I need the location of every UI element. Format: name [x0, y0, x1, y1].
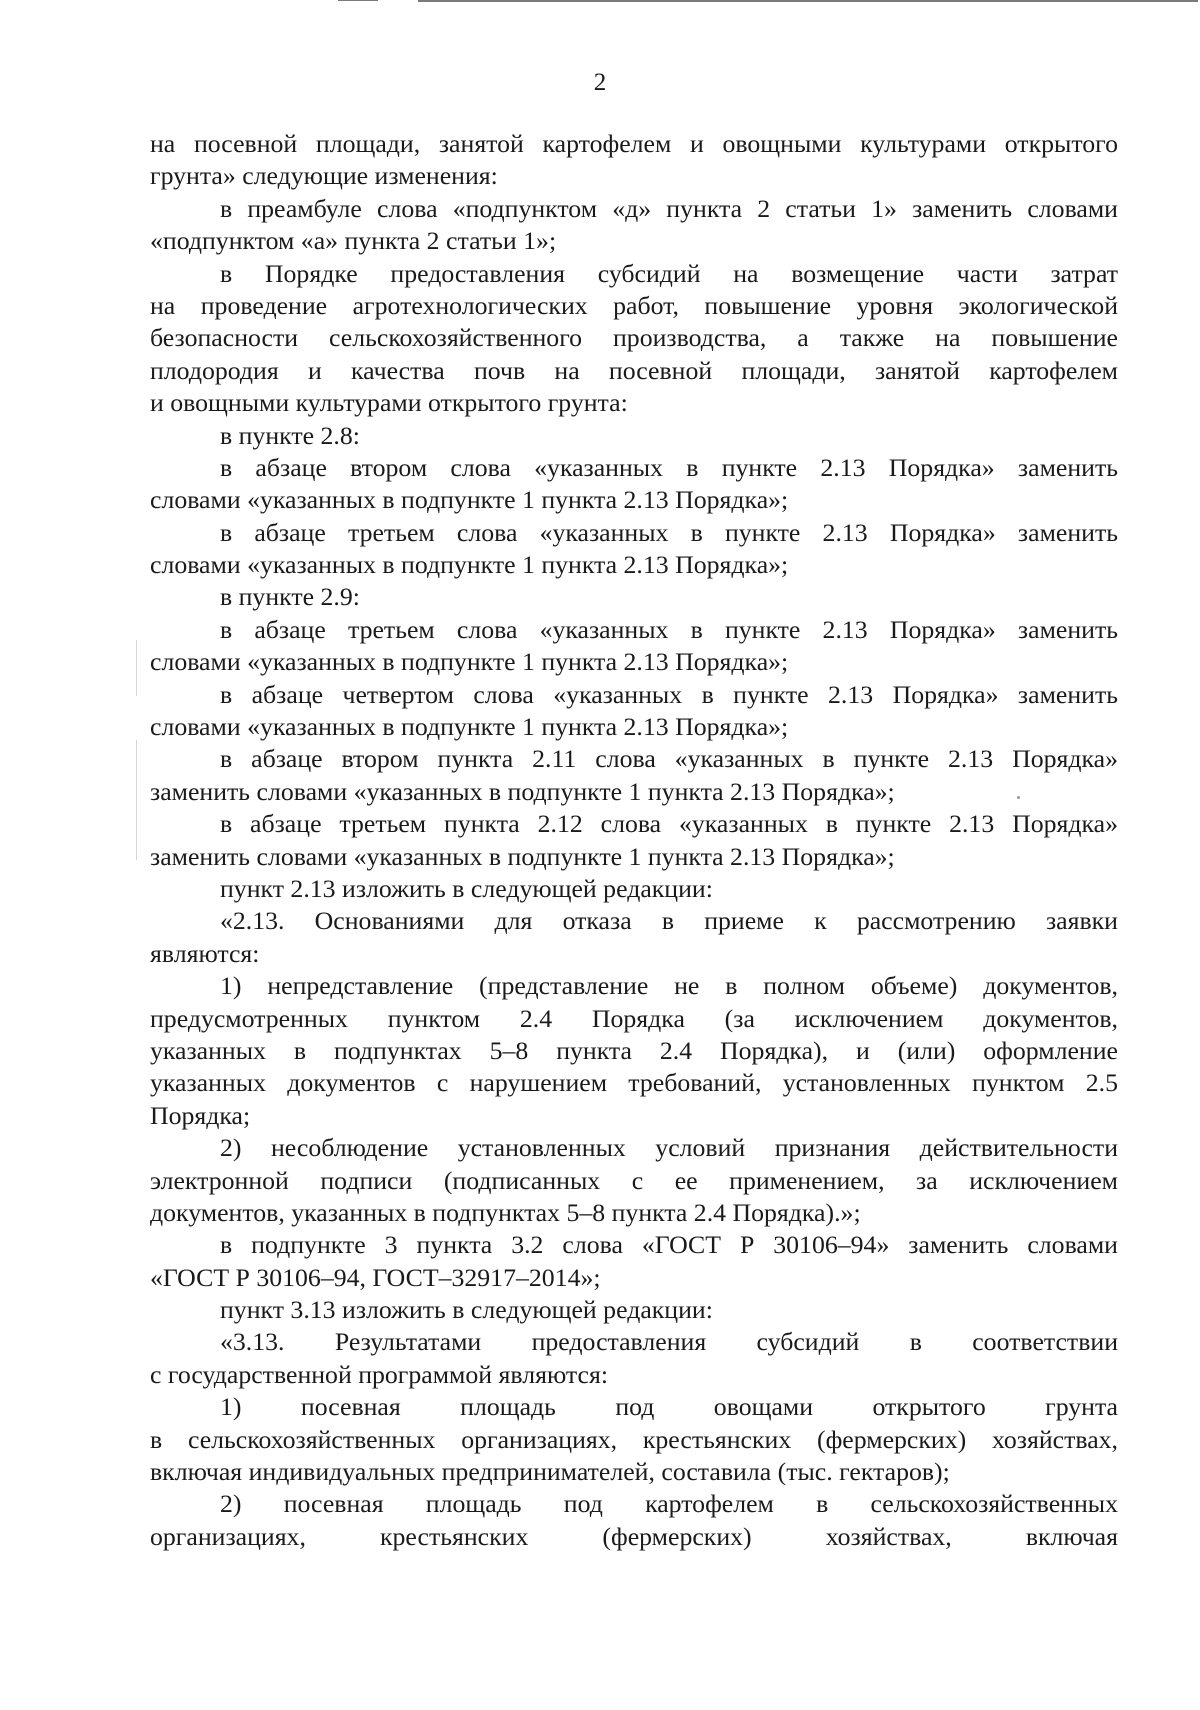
text-line: в Порядке предоставления субсидий на возмещение части затрат	[220, 258, 1118, 288]
text-line: в абзаце втором пункта 2.11 слова «указанных в пункте 2.13 Порядка»	[220, 744, 1118, 774]
text-line: «подпунктом «а» пункта 2 статьи 1»;	[150, 226, 557, 256]
text-line: Порядка;	[150, 1100, 251, 1130]
text-line: организациях, крестьянских (фермерских) хозяйствах, включая	[150, 1521, 1118, 1551]
text-line: на посевной площади, занятой картофелем и овощными культурами открытого	[150, 129, 1118, 158]
scan-speck	[1017, 796, 1020, 799]
text-line: на проведение агротехнологических работ, повышение уровня экологической	[150, 290, 1118, 320]
text-line: являются:	[150, 938, 260, 968]
text-line: грунта» следующие изменения:	[150, 161, 498, 191]
text-line: 1) посевная площадь под овощами открытого грунта	[220, 1392, 1118, 1422]
text-line: с государственной программой являются:	[150, 1359, 608, 1389]
text-line: «2.13. Основаниями для отказа в приеме к рассмотрению заявки	[220, 906, 1118, 936]
document-body	[150, 128, 1118, 1553]
text-line: «3.13. Результатами предоставления субсидий в соответствии	[220, 1327, 1118, 1357]
text-line: в абзаце втором слова «указанных в пункте 2.13 Порядка» заменить	[220, 452, 1118, 482]
text-line: в преамбуле слова «подпунктом «д» пункта 2 статьи 1» заменить словами	[220, 193, 1118, 223]
scan-margin-mark	[136, 740, 137, 860]
text-line: в абзаце третьем пункта 2.12 слова «указанных в пункте 2.13 Порядка»	[220, 809, 1118, 839]
text-line: документов, указанных в подпунктах 5–8 пункта 2.4 Порядка).»;	[150, 1197, 861, 1227]
scan-top-rule	[418, 0, 1198, 2]
text-line: 2) несоблюдение установленных условий признания действительности	[220, 1133, 1118, 1163]
text-line: словами «указанных в подпункте 1 пункта 2.13 Порядка»;	[150, 485, 789, 515]
text-line: указанных документов с нарушением требований, установленных пунктом 2.5	[150, 1068, 1118, 1098]
text-line: в сельскохозяйственных организациях, крестьянских (фермерских) хозяйствах,	[150, 1424, 1118, 1454]
text-line: указанных в подпунктах 5–8 пункта 2.4 Порядка), и (или) оформление	[150, 1035, 1118, 1065]
page-number: 2	[593, 69, 607, 96]
text-line: заменить словами «указанных в подпункте 1 пункта 2.13 Порядка»;	[150, 841, 895, 871]
text-line: в абзаце третьем слова «указанных в пункте 2.13 Порядка» заменить	[220, 614, 1118, 644]
text-line: в пункте 2.9:	[220, 582, 360, 612]
text-line: словами «указанных в подпункте 1 пункта 2.13 Порядка»;	[150, 712, 789, 742]
text-line: заменить словами «указанных в подпункте 1 пункта 2.13 Порядка»;	[150, 776, 895, 806]
text-line: безопасности сельскохозяйственного производства, а также на повышение	[150, 323, 1118, 353]
text-line: в абзаце третьем слова «указанных в пункте 2.13 Порядка» заменить	[220, 517, 1118, 547]
text-line: и овощными культурами открытого грунта:	[150, 388, 628, 418]
scan-margin-mark	[136, 640, 137, 696]
text-line: плодородия и качества почв на посевной площади, занятой картофелем	[150, 355, 1118, 385]
text-line: предусмотренных пунктом 2.4 Порядка (за исключением документов,	[150, 1003, 1118, 1033]
text-line: 1) непредставление (представление не в полном объеме) документов,	[220, 971, 1118, 1001]
text-line: в подпункте 3 пункта 3.2 слова «ГОСТ Р 30106–94» заменить словами	[220, 1230, 1118, 1260]
text-line: 2) посевная площадь под картофелем в сельскохозяйственных	[220, 1489, 1118, 1519]
text-line: «ГОСТ Р 30106–94, ГОСТ–32917–2014»;	[150, 1262, 601, 1292]
text-line: в абзаце четвертом слова «указанных в пункте 2.13 Порядка» заменить	[220, 679, 1118, 709]
text-line: в пункте 2.8:	[220, 420, 360, 450]
text-line: словами «указанных в подпункте 1 пункта 2.13 Порядка»;	[150, 550, 789, 580]
text-line: включая индивидуальных предпринимателей, составила (тыс. гектаров);	[150, 1457, 950, 1487]
scan-top-rule-short	[338, 0, 378, 1]
text-line: электронной подписи (подписанных с ее применением, за исключением	[150, 1165, 1118, 1195]
text-line: пункт 2.13 изложить в следующей редакции:	[220, 873, 713, 903]
text-line: словами «указанных в подпункте 1 пункта 2.13 Порядка»;	[150, 647, 789, 677]
text-line: пункт 3.13 изложить в следующей редакции:	[220, 1295, 713, 1325]
